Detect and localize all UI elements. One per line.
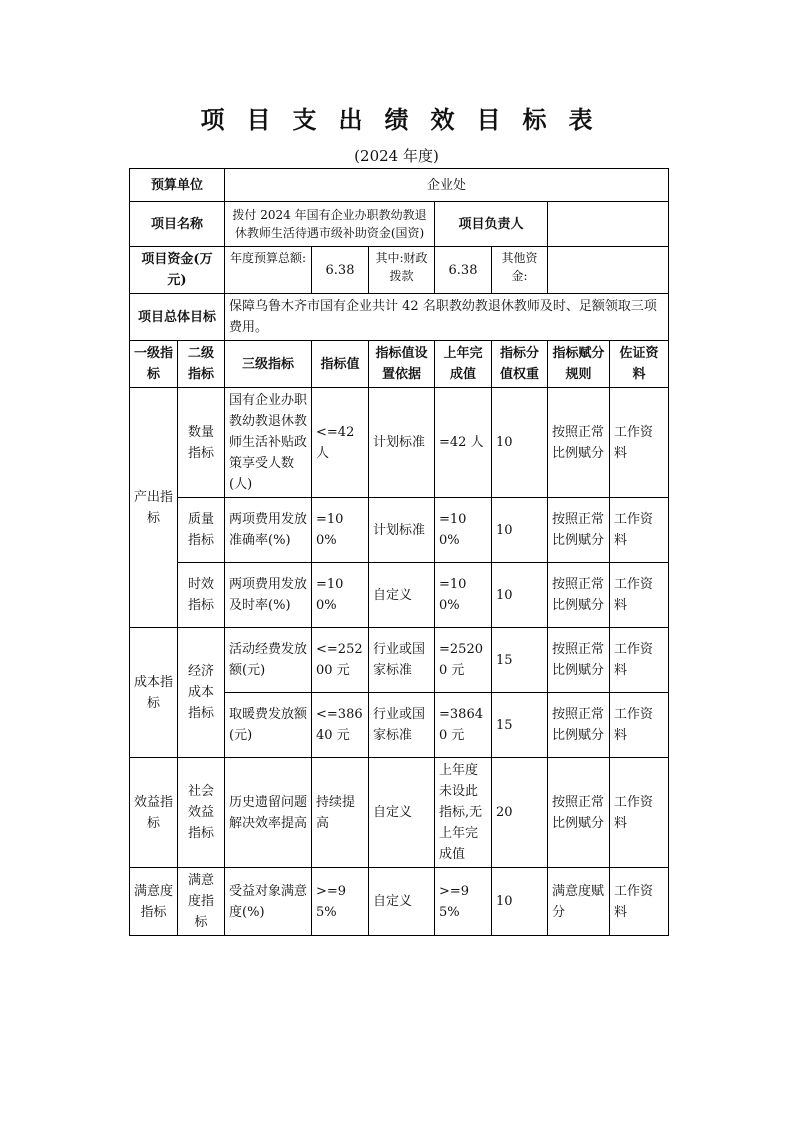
rule-cell: 按照正常比例赋分 [548,563,610,628]
fiscal-value: 6.38 [435,247,492,294]
basis-cell: 自定义 [369,758,435,868]
level2-economic-cost: 经济成本指标 [178,628,225,758]
value-cell: <=42 人 [312,388,369,498]
annual-budget-value: 6.38 [312,247,369,294]
weight-cell: 10 [492,498,548,563]
column-header: 上年完成值 [435,341,492,388]
rule-cell: 按照正常比例赋分 [548,758,610,868]
project-name-row [130,202,669,247]
last-year-cell: =38640 元 [435,693,492,758]
column-header: 指标分值权重 [492,341,548,388]
evidence-cell: 工作资料 [610,758,669,868]
column-header: 三级指标 [225,341,312,388]
project-owner-value [548,202,669,247]
column-header: 佐证资料 [610,341,669,388]
basis-cell: 计划标准 [369,388,435,498]
basis-cell: 行业或国家标准 [369,628,435,693]
table-row [130,498,669,563]
evidence-cell: 工作资料 [610,628,669,693]
level3-cell: 两项费用发放及时率(%) [225,563,312,628]
basis-cell: 计划标准 [369,498,435,563]
weight-cell: 15 [492,693,548,758]
table-row [130,758,669,868]
overall-goal-row [130,294,669,341]
weight-cell: 10 [492,388,548,498]
value-cell: =100% [312,498,369,563]
rule-cell: 按照正常比例赋分 [548,628,610,693]
basis-cell: 行业或国家标准 [369,693,435,758]
last-year-cell: =42 人 [435,388,492,498]
level3-cell: 国有企业办职教幼教退休教师生活补贴政策享受人数(人) [225,388,312,498]
table-row [130,388,669,498]
table-row [130,563,669,628]
level2-quantity: 数量指标 [178,388,225,498]
weight-cell: 10 [492,563,548,628]
last-year-cell: =100% [435,498,492,563]
budget-unit-row [130,169,669,202]
value-cell: >=95% [312,868,369,936]
page-subtitle: (2024 年度) [354,147,439,165]
rule-cell: 按照正常比例赋分 [548,388,610,498]
annual-budget-label: 年度预算总额: [225,247,312,294]
column-header: 二级指标 [178,341,225,388]
weight-cell: 20 [492,758,548,868]
funds-label: 项目资金(万元) [130,247,225,294]
evidence-cell: 工作资料 [610,498,669,563]
page-title: 项目支出绩效目标表 [200,105,615,134]
level1-output: 产出指标 [130,388,178,628]
table-row [130,628,669,693]
level1-cost: 成本指标 [130,628,178,758]
value-cell: <=25200 元 [312,628,369,693]
funds-row [130,247,669,294]
column-header: 指标值设置依据 [369,341,435,388]
level3-cell: 取暖费发放额(元) [225,693,312,758]
column-header-row [130,341,669,388]
evidence-cell: 工作资料 [610,693,669,758]
level2-quality: 质量指标 [178,498,225,563]
weight-cell: 15 [492,628,548,693]
last-year-cell: >=95% [435,868,492,936]
column-header: 指标值 [312,341,369,388]
evidence-cell: 工作资料 [610,388,669,498]
level1-benefit: 效益指标 [130,758,178,868]
column-header: 一级指标 [130,341,178,388]
evidence-cell: 工作资料 [610,563,669,628]
value-cell: 持续提高 [312,758,369,868]
basis-cell: 自定义 [369,563,435,628]
rule-cell: 满意度赋分 [548,868,610,936]
budget-unit-value: 企业处 [225,169,669,202]
weight-cell: 10 [492,868,548,936]
performance-table [129,168,669,936]
level2-timeliness: 时效指标 [178,563,225,628]
last-year-cell: =25200 元 [435,628,492,693]
fiscal-label: 其中:财政拨款 [369,247,435,294]
rule-cell: 按照正常比例赋分 [548,693,610,758]
last-year-cell: 上年度未设此指标,无上年完成值 [435,758,492,868]
table-row [130,868,669,936]
level1-satisfaction: 满意度指标 [130,868,178,936]
value-cell: =100% [312,563,369,628]
last-year-cell: =100% [435,563,492,628]
project-owner-label: 项目负责人 [435,202,548,247]
project-name-label: 项目名称 [130,202,225,247]
level2-social-benefit: 社会效益指标 [178,758,225,868]
other-funds-label: 其他资金: [492,247,548,294]
overall-goal-value: 保障乌鲁木齐市国有企业共计 42 名职教幼教退休教师及时、足额领取三项费用。 [225,294,669,341]
column-header: 指标赋分规则 [548,341,610,388]
level3-cell: 历史遗留问题解决效率提高 [225,758,312,868]
overall-goal-label: 项目总体目标 [130,294,225,341]
evidence-cell: 工作资料 [610,868,669,936]
value-cell: <=38640 元 [312,693,369,758]
project-name-value: 拨付 2024 年国有企业办职教幼教退休教师生活待遇市级补助资金(国资) [225,202,435,247]
level3-cell: 活动经费发放额(元) [225,628,312,693]
level3-cell: 受益对象满意度(%) [225,868,312,936]
level3-cell: 两项费用发放准确率(%) [225,498,312,563]
other-funds-value [548,247,669,294]
rule-cell: 按照正常比例赋分 [548,498,610,563]
level2-satisfaction: 满意度指标 [178,868,225,936]
basis-cell: 自定义 [369,868,435,936]
budget-unit-label: 预算单位 [130,169,225,202]
